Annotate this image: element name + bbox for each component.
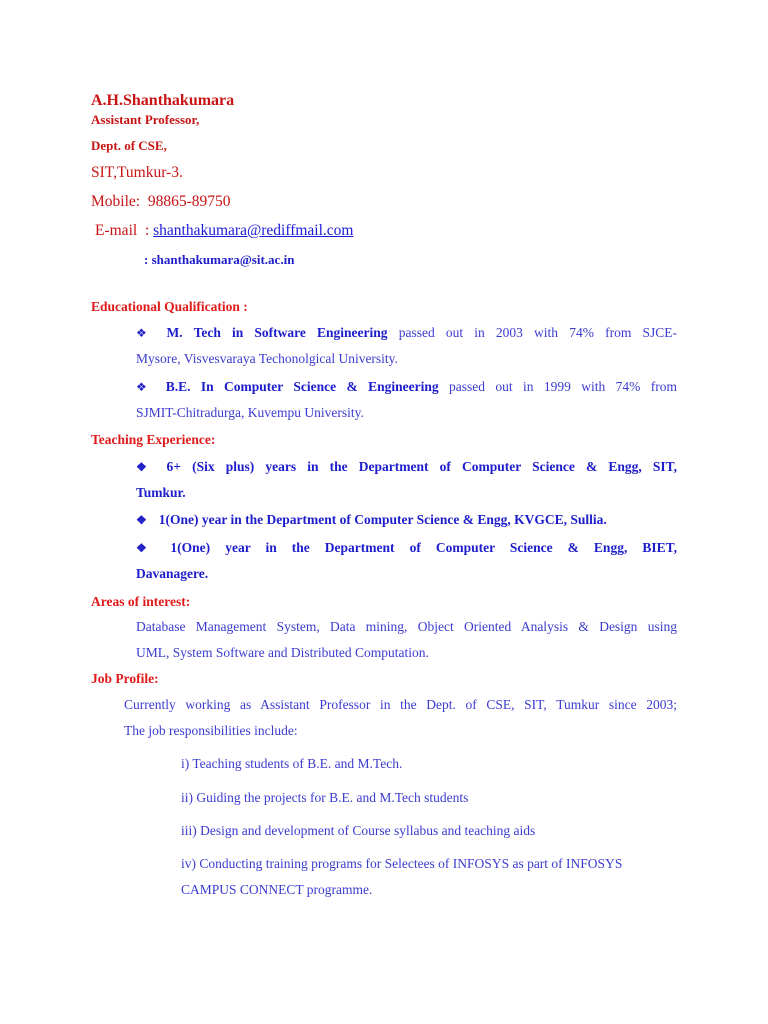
teaching-item: [136, 507, 677, 533]
degree-details: passed out in 1999 with 74% from: [449, 379, 677, 394]
job-profile-heading: Job Profile:: [91, 671, 159, 686]
teaching-item: [136, 454, 677, 506]
diamond-bullet-icon: ❖: [136, 460, 155, 474]
education-item: [136, 320, 677, 372]
job-profile-line: Currently working as Assistant Professor in the Dept. of CSE, SIT, Tumkur since 2003;: [124, 697, 677, 712]
diamond-bullet-icon: ❖: [136, 380, 154, 394]
mobile-label: Mobile:: [91, 193, 141, 210]
department: Dept. of CSE,: [91, 138, 167, 153]
teaching-text-cont: Tumkur.: [136, 485, 186, 500]
teaching-heading: Teaching Experience:: [91, 432, 216, 447]
teaching-text: 1(One) year in the Department of Computer Science & Engg, KVGCE, Sullia.: [158, 512, 607, 527]
degree-details: passed out in 2003 with 74% from SJCE-: [398, 325, 678, 340]
job-profile-line: The job responsibilities include:: [124, 723, 298, 738]
email-secondary: : shanthakumara@sit.ac.in: [144, 252, 295, 267]
degree-university: Mysore, Visvesvaraya Techonolgical University.: [136, 351, 398, 366]
degree-title: B.E. In Computer Science & Engineering: [165, 379, 439, 394]
email-label: E-mail: [95, 222, 138, 239]
responsibility-item-cont: CAMPUS CONNECT programme.: [181, 882, 373, 897]
mobile-line: [91, 193, 231, 211]
teaching-text-cont: Davanagere.: [136, 566, 209, 581]
education-item: [136, 374, 677, 426]
email-link-primary[interactable]: shanthakumara@rediffmail.com: [153, 222, 354, 239]
designation: Assistant Professor,: [91, 112, 200, 127]
diamond-bullet-icon: ❖: [136, 513, 147, 527]
interests-line: UML, System Software and Distributed Computation.: [136, 645, 429, 660]
responsibility-item: ii) Guiding the projects for B.E. and M.Tech students: [181, 790, 469, 805]
email-line: [95, 222, 353, 240]
interests-text: [136, 614, 677, 666]
interests-line: Database Management System, Data mining, Object Oriented Analysis & Design using: [136, 619, 677, 634]
teaching-text: 1(One) year in the Department of Computer Science & Engg, BIET,: [170, 540, 677, 555]
person-name: A.H.Shanthakumara: [91, 92, 235, 109]
teaching-text: 6+ (Six plus) years in the Department of Computer Science & Engg, SIT,: [166, 459, 677, 474]
diamond-bullet-icon: ❖: [136, 541, 159, 555]
degree-title: M. Tech in Software Engineering: [166, 325, 388, 340]
mobile-number: 98865-89750: [147, 193, 231, 210]
responsibility-item: iv) Conducting training programs for Selectees of INFOSYS as part of INFOSYS: [181, 856, 623, 871]
responsibility-item: i) Teaching students of B.E. and M.Tech.: [181, 756, 403, 771]
responsibility-item: iii) Design and development of Course syllabus and teaching aids: [181, 823, 536, 838]
degree-university: SJMIT-Chitradurga, Kuvempu University.: [136, 405, 364, 420]
interests-heading: Areas of interest:: [91, 594, 191, 609]
job-profile-text: [124, 692, 677, 744]
education-heading: Educational Qualification :: [91, 299, 248, 314]
diamond-bullet-icon: ❖: [136, 326, 155, 340]
email-separator: :: [144, 222, 150, 239]
teaching-item: [136, 535, 677, 587]
institute: SIT,Tumkur-3.: [91, 164, 183, 181]
